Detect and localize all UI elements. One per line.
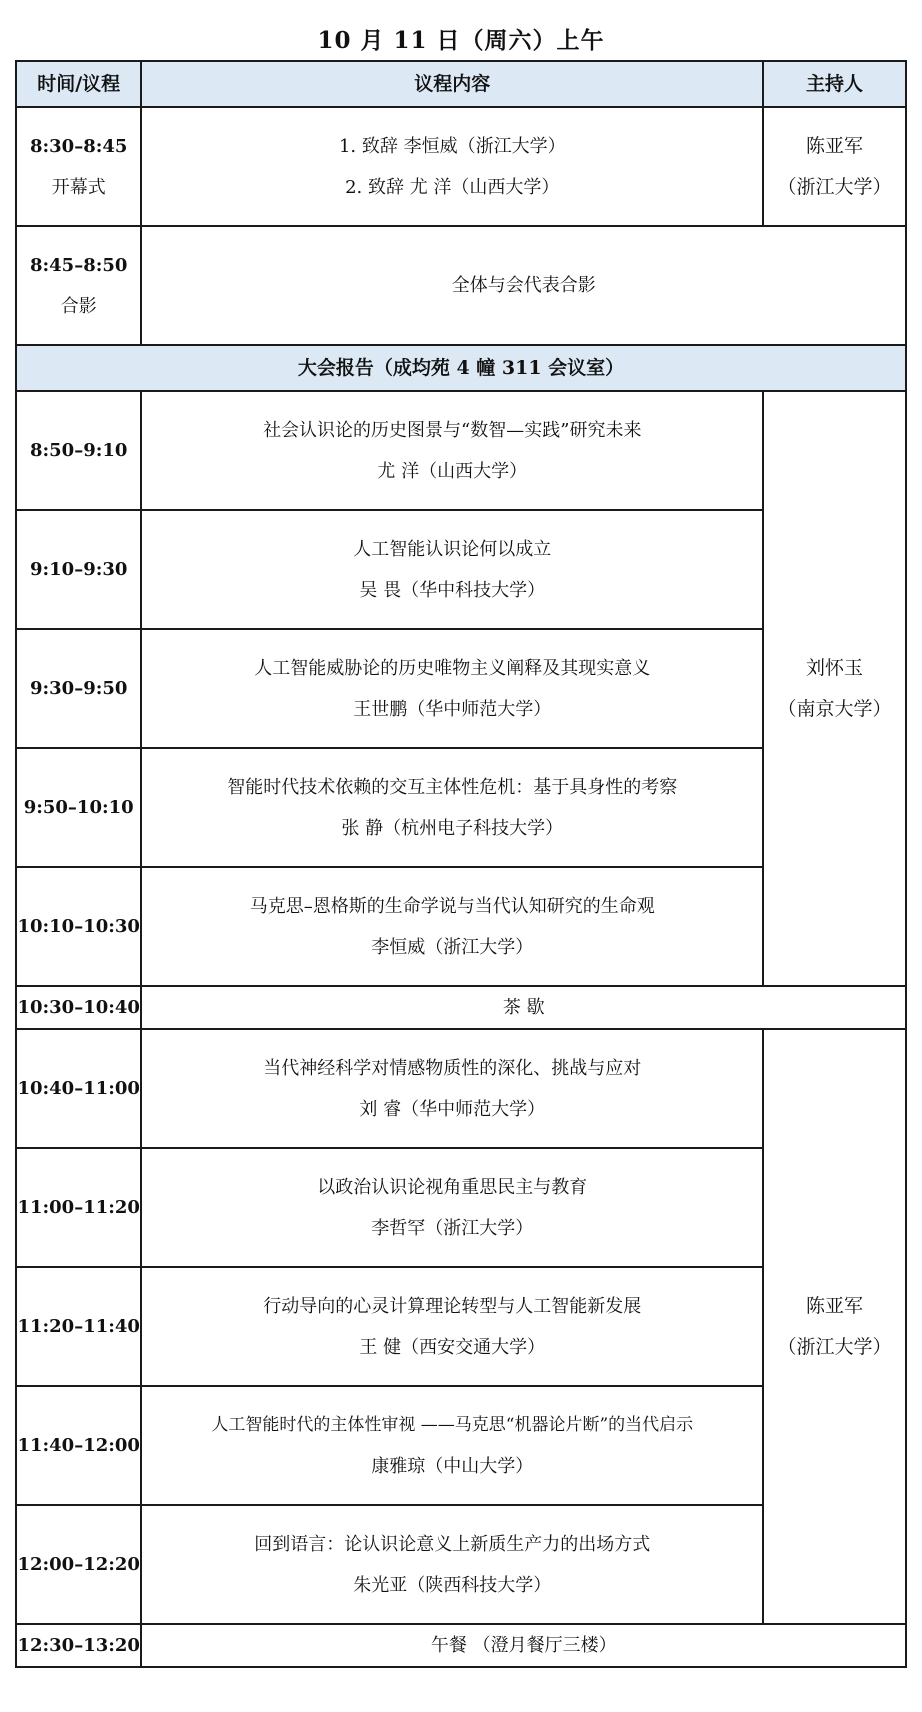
- talk-time: 10:40–11:00: [16, 1029, 141, 1148]
- talk-speaker: 朱光亚（陕西科技大学）: [353, 1574, 552, 1596]
- talk-speaker: 刘 睿（华中师范大学）: [359, 1098, 546, 1120]
- agenda-table: [15, 60, 907, 1668]
- opening-item-1: 1. 致辞 李恒威（浙江大学）: [338, 135, 566, 157]
- photo-label: 合影: [60, 295, 97, 317]
- talk-time: 11:40–12:00: [16, 1386, 141, 1505]
- header-time: 时间/议程: [16, 61, 141, 107]
- talk-content-cell: [141, 1148, 763, 1267]
- session1-host-affil: （南京大学）: [777, 697, 892, 720]
- table-row: [16, 1029, 906, 1148]
- photo-content: 全体与会代表合影: [141, 226, 906, 345]
- talk-topic: 智能时代技术依赖的交互主体性危机：基于具身性的考察: [227, 776, 678, 798]
- talk-speaker: 张 静（杭州电子科技大学）: [341, 817, 564, 839]
- opening-row: [16, 107, 906, 226]
- break-content: 茶 歇: [141, 986, 906, 1029]
- opening-content-cell: [141, 107, 763, 226]
- talk-topic: 马克思–恩格斯的生命学说与当代认知研究的生命观: [249, 895, 655, 917]
- lunch-content: 午餐 （澄月餐厅三楼）: [141, 1624, 906, 1667]
- opening-time-cell: [16, 107, 141, 226]
- talk-topic: 人工智能认识论何以成立: [353, 538, 552, 560]
- talk-content-cell: [141, 748, 763, 867]
- talk-time: 11:20–11:40: [16, 1267, 141, 1386]
- talk-topic: 行动导向的心灵计算理论转型与人工智能新发展: [263, 1295, 642, 1317]
- talk-speaker: 尤 洋（山西大学）: [377, 460, 528, 482]
- talk-time: 8:50–9:10: [16, 391, 141, 510]
- header-content: 议程内容: [141, 61, 763, 107]
- talk-content-cell: [141, 1029, 763, 1148]
- talk-time: 9:30–9:50: [16, 629, 141, 748]
- talk-content-cell: [141, 391, 763, 510]
- talk-topic: 人工智能时代的主体性审视 ——马克思“机器论片断”的当代启示: [211, 1414, 694, 1435]
- talk-topic: 当代神经科学对情感物质性的深化、挑战与应对: [263, 1057, 642, 1079]
- table-header-row: [16, 61, 906, 107]
- break-row: [16, 986, 906, 1029]
- talk-time: 12:00–12:20: [16, 1505, 141, 1624]
- session2-host-name: 陈亚军: [806, 1294, 864, 1317]
- talk-content-cell: [141, 629, 763, 748]
- talk-content-cell: [141, 1267, 763, 1386]
- session2-host-affil: （浙江大学）: [777, 1335, 892, 1358]
- talk-topic: 以政治认识论视角重思民主与教育: [317, 1176, 588, 1198]
- opening-host-affil: （浙江大学）: [777, 175, 892, 198]
- talk-speaker: 康雅琼（中山大学）: [371, 1455, 534, 1477]
- photo-time: 8:45–8:50: [29, 254, 128, 276]
- lunch-row: [16, 1624, 906, 1667]
- talk-content-cell: [141, 1505, 763, 1624]
- photo-row: [16, 226, 906, 345]
- talk-topic: 回到语言：论认识论意义上新质生产力的出场方式: [254, 1533, 651, 1555]
- talk-content-cell: [141, 867, 763, 986]
- break-time: 10:30–10:40: [16, 986, 141, 1029]
- plenary-band-row: [16, 345, 906, 391]
- opening-item-2: 2. 致辞 尤 洋（山西大学）: [345, 176, 560, 198]
- talk-time: 11:00–11:20: [16, 1148, 141, 1267]
- session1-host-cell: [763, 391, 906, 986]
- session1-host-name: 刘怀玉: [806, 656, 864, 679]
- talk-speaker: 李恒威（浙江大学）: [371, 936, 534, 958]
- talk-speaker: 李哲罕（浙江大学）: [371, 1217, 534, 1239]
- talk-content-cell: [141, 1386, 763, 1505]
- talk-speaker: 吴 畏（华中科技大学）: [359, 579, 546, 601]
- opening-host-name: 陈亚军: [806, 134, 864, 157]
- photo-time-cell: [16, 226, 141, 345]
- table-row: [16, 391, 906, 510]
- talk-topic: 社会认识论的历史图景与“数智—实践”研究未来: [263, 419, 642, 441]
- talk-speaker: 王世鹏（华中师范大学）: [353, 698, 552, 720]
- page-title: 10 月 11 日（周六）上午: [317, 27, 605, 54]
- session2-host-cell: [763, 1029, 906, 1624]
- talk-time: 9:10–9:30: [16, 510, 141, 629]
- talk-topic: 人工智能威胁论的历史唯物主义阐释及其现实意义: [254, 657, 651, 679]
- talk-time: 10:10–10:30: [16, 867, 141, 986]
- header-host: 主持人: [763, 61, 906, 107]
- talk-speaker: 王 健（西安交通大学）: [359, 1336, 546, 1358]
- talk-time: 9:50–10:10: [16, 748, 141, 867]
- talk-content-cell: [141, 510, 763, 629]
- opening-host-cell: [763, 107, 906, 226]
- opening-time: 8:30–8:45: [29, 135, 128, 157]
- plenary-band: 大会报告（成均苑 4 幢 311 会议室）: [16, 345, 906, 391]
- lunch-time: 12:30–13:20: [16, 1624, 141, 1667]
- opening-label: 开幕式: [51, 176, 106, 198]
